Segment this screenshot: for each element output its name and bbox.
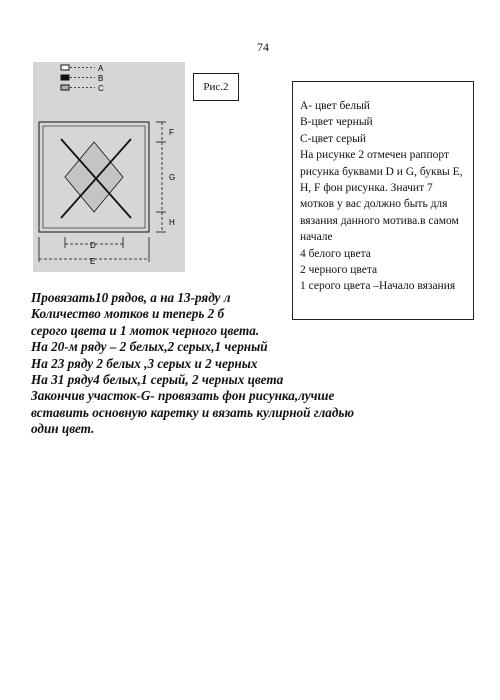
instructions-text bbox=[31, 290, 491, 438]
dimension-h-label: H bbox=[169, 218, 175, 227]
legend-line: B-цвет черный bbox=[300, 116, 373, 129]
legend-line: рисунка буквами D и G, буквы E, bbox=[300, 165, 463, 178]
instruction-line: вставить основную каретку и вязать кулирной гладью bbox=[31, 404, 355, 420]
legend-line: 4 белого цвета bbox=[300, 247, 371, 260]
instruction-line: Количество мотков и теперь 2 б bbox=[31, 306, 225, 322]
instruction-line: Провязать10 рядов, а на 13-ряду л bbox=[31, 290, 231, 305]
dimension-f-label: F bbox=[169, 128, 174, 137]
instruction-line: На 31 ряду4 белых,1 серый, 2 черных цвета bbox=[31, 372, 284, 388]
knitting-diagram bbox=[33, 62, 185, 272]
figure-label: Рис.2 bbox=[193, 73, 239, 101]
legend-line: C-цвет серый bbox=[300, 132, 367, 145]
legend-line: 2 черного цвета bbox=[300, 263, 378, 276]
legend-swatch-gray bbox=[61, 85, 69, 90]
instruction-line: серого цвета и 1 моток черного цвета. bbox=[31, 322, 260, 338]
dimension-e-label: E bbox=[90, 257, 96, 266]
dimension-d-label: D bbox=[90, 241, 96, 250]
legend-line: начале bbox=[300, 231, 333, 244]
legend-box bbox=[292, 81, 474, 320]
legend-swatch-white bbox=[61, 65, 69, 70]
legend-line: вязания данного мотива.в самом bbox=[300, 214, 459, 227]
legend-line: мотков у вас должно быть для bbox=[300, 198, 448, 211]
legend-line: A- цвет белый bbox=[300, 100, 370, 112]
legend-mark-a: A bbox=[98, 64, 104, 73]
page-number: 74 bbox=[257, 40, 269, 54]
dimension-g-label: G bbox=[169, 173, 176, 182]
legend-line: H, F фон рисунка. Значит 7 bbox=[300, 181, 433, 194]
legend-text bbox=[300, 98, 474, 295]
instruction-line: На 23 ряду 2 белых ,3 серых и 2 черных bbox=[31, 355, 258, 371]
legend-line: На рисунке 2 отмечен раппорт bbox=[300, 149, 449, 162]
legend-mark-c: C bbox=[98, 84, 104, 93]
legend-line: 1 серого цвета –Начало вязания bbox=[300, 280, 456, 293]
instruction-line: На 20-м ряду – 2 белых,2 серых,1 черный bbox=[31, 339, 268, 355]
legend-swatch-black bbox=[61, 75, 69, 80]
instruction-line: Закончив участок-G- провязать фон рисунка,лучше bbox=[31, 388, 335, 404]
instruction-line: один цвет. bbox=[31, 421, 95, 437]
legend-mark-b: B bbox=[98, 74, 104, 83]
diagram-drawing bbox=[33, 62, 185, 272]
